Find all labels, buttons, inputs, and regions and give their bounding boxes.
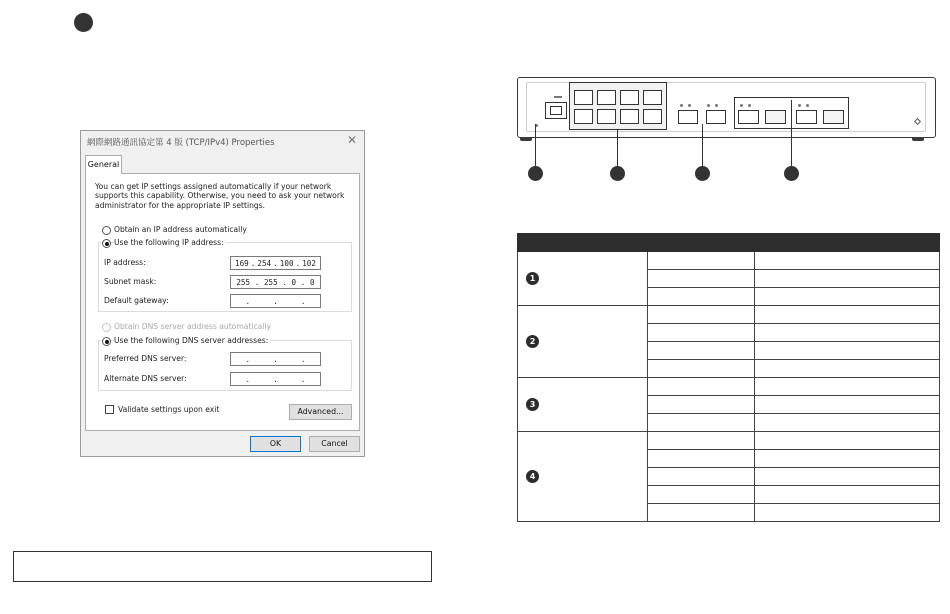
rj45-port-icon: [574, 90, 593, 105]
table-cell: [755, 432, 940, 450]
table-cell: [648, 342, 755, 360]
ip-address-label: IP address:: [104, 258, 146, 267]
combo-led-icon: [740, 104, 743, 107]
rj45-combo-port-icon: [765, 110, 786, 124]
table-row: [518, 252, 940, 270]
cancel-button[interactable]: Cancel: [309, 436, 360, 452]
mask-octet: 255: [263, 277, 278, 287]
rj45-port-icon: [597, 90, 616, 105]
use-following-dns-label: Use the following DNS server addresses:: [114, 336, 269, 345]
note-box: [13, 551, 432, 582]
ipv4-properties-dialog: [80, 130, 365, 457]
dialog-title: 網際網路通訊協定第 4 版 (TCP/IPv4) Properties: [87, 138, 275, 148]
callout-leader-line: [617, 130, 618, 168]
table-cell: [648, 414, 755, 432]
ip-octet: 254: [257, 258, 272, 268]
table-cell: [648, 252, 755, 270]
intro-text: You can get IP settings assigned automatically if your network supports this capability. Otherwise, you need to ask your network administrator for the appropriate IP settings.: [95, 182, 345, 210]
sfp-port-icon: [706, 110, 726, 124]
sfp-led-icon: [680, 104, 683, 107]
validate-label: Validate settings upon exit: [118, 405, 220, 414]
table-cell: [755, 504, 940, 522]
table-row: [518, 432, 940, 450]
table-cell: [648, 360, 755, 378]
rj45-port-icon: [643, 109, 662, 124]
group-number-cell: [518, 306, 648, 378]
preferred-dns-input[interactable]: . . .: [230, 352, 321, 366]
alternate-dns-label: Alternate DNS server:: [104, 374, 187, 383]
rj45-port-icon: [620, 109, 639, 124]
table-cell: [648, 450, 755, 468]
close-icon[interactable]: ✕: [346, 133, 357, 147]
table-cell: [648, 396, 755, 414]
callout-2-icon: [610, 166, 625, 181]
table-cell: [648, 270, 755, 288]
table-cell: [648, 486, 755, 504]
sfp-led-icon: [707, 104, 710, 107]
callout-leader-line: [535, 124, 536, 168]
table-cell: [648, 378, 755, 396]
table-cell: [755, 342, 940, 360]
obtain-dns-auto-radio[interactable]: [102, 323, 111, 332]
mask-octet: 0: [291, 277, 297, 287]
sfp-plus-port-icon: [738, 110, 759, 124]
number-4-badge: 4: [526, 470, 539, 483]
table-cell: [648, 306, 755, 324]
mask-octet: 255: [236, 277, 251, 287]
table-cell: [648, 324, 755, 342]
obtain-ip-auto-radio[interactable]: [102, 226, 111, 235]
table-cell: [755, 486, 940, 504]
table-cell: [755, 414, 940, 432]
sfp-led-icon: [715, 104, 718, 107]
subnet-mask-input[interactable]: 255 . 255 . 0 . 0: [230, 275, 321, 289]
advanced-button[interactable]: Advanced...: [289, 404, 352, 420]
mask-octet: 0: [310, 277, 315, 287]
group-number-cell: [518, 432, 648, 522]
table-header-cell: [755, 234, 940, 252]
rj45-port-icon: [597, 109, 616, 124]
table-cell: [755, 468, 940, 486]
tab-general[interactable]: General: [85, 155, 122, 174]
table-header-row: [518, 234, 940, 252]
sfp-plus-port-icon: [796, 110, 817, 124]
table-cell: [648, 504, 755, 522]
device-foot: [520, 137, 532, 141]
table-cell: [755, 396, 940, 414]
obtain-dns-auto-label: Obtain DNS server address automatically: [114, 322, 271, 331]
table-row: [518, 306, 940, 324]
combo-led-icon: [806, 104, 809, 107]
ip-octet: 100: [279, 258, 294, 268]
table-cell: [755, 450, 940, 468]
alternate-dns-input[interactable]: . . .: [230, 372, 321, 386]
obtain-ip-auto-label: Obtain an IP address automatically: [114, 225, 247, 234]
ip-octet: 169: [235, 258, 249, 268]
sfp-led-icon: [688, 104, 691, 107]
rj45-port-icon: [574, 109, 593, 124]
default-gateway-label: Default gateway:: [104, 296, 169, 305]
subnet-mask-label: Subnet mask:: [104, 277, 157, 286]
rj45-combo-port-icon: [823, 110, 844, 124]
callout-leader-line: [791, 100, 792, 168]
group-number-cell: [518, 252, 648, 306]
table-cell: [648, 468, 755, 486]
table-row: [518, 378, 940, 396]
use-following-ip-radio[interactable]: [102, 239, 111, 248]
table-cell: [648, 288, 755, 306]
table-cell: [755, 288, 940, 306]
step-bullet-icon: [74, 13, 93, 32]
callout-1-icon: [528, 166, 543, 181]
switch-front-panel: [517, 77, 936, 138]
group-number-cell: [518, 378, 648, 432]
ip-address-input[interactable]: 169 . 254 . 100 . 102: [230, 256, 321, 270]
callout-3-icon: [695, 166, 710, 181]
combo-led-icon: [798, 104, 801, 107]
table-cell: [648, 432, 755, 450]
preferred-dns-label: Preferred DNS server:: [104, 354, 187, 363]
callout-leader-line: [702, 124, 703, 168]
number-1-badge: 1: [526, 272, 539, 285]
table-cell: [755, 252, 940, 270]
general-panel: [85, 173, 360, 431]
sfp-port-icon: [678, 110, 698, 124]
table-header-cell: [648, 234, 755, 252]
port-description-table: [517, 233, 940, 522]
table-cell: [755, 324, 940, 342]
console-port-socket: [550, 106, 562, 115]
rj45-port-icon: [643, 90, 662, 105]
rj45-port-icon: [620, 90, 639, 105]
number-3-badge: 3: [526, 398, 539, 411]
ok-button[interactable]: OK: [250, 436, 301, 452]
ip-octet: 102: [302, 258, 316, 268]
use-following-ip-label: Use the following IP address:: [114, 238, 224, 247]
combo-led-icon: [748, 104, 751, 107]
callout-4-icon: [784, 166, 799, 181]
default-gateway-input[interactable]: . . .: [230, 294, 321, 308]
table-cell: [755, 378, 940, 396]
table-cell: [755, 270, 940, 288]
device-foot: [912, 137, 924, 141]
use-following-dns-radio[interactable]: [102, 337, 111, 346]
table-cell: [755, 306, 940, 324]
table-cell: [755, 360, 940, 378]
console-label-mark: [554, 96, 562, 98]
validate-checkbox[interactable]: [105, 405, 114, 414]
table-header-cell: [518, 234, 648, 252]
number-2-badge: 2: [526, 335, 539, 348]
